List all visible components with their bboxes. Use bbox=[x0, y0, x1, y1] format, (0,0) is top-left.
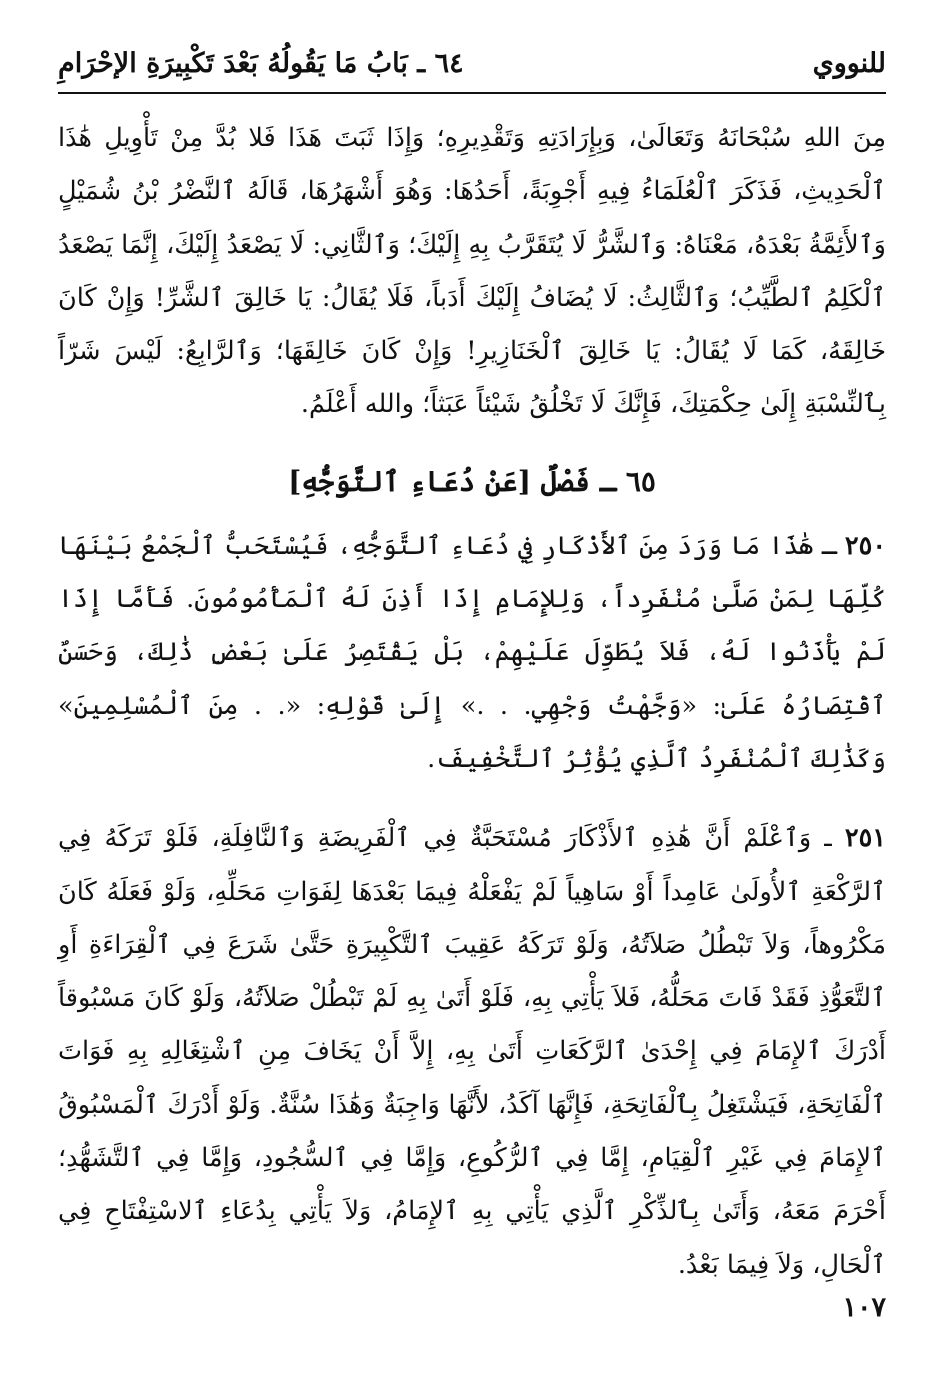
page-body bbox=[58, 112, 886, 1292]
header-author: للنووي bbox=[812, 48, 886, 79]
page-number: ١٠٧ bbox=[842, 1292, 886, 1323]
header-chapter-title: ٦٤ ـ بَابُ مَا يَقُولُهُ بَعْدَ تَكْبِيرَةِ الإحْرَامِ bbox=[58, 48, 464, 79]
paragraph-gap bbox=[58, 786, 886, 812]
book-page bbox=[58, 40, 886, 1340]
section-title: ٦٥ ـ فَصْلٌ [عَنْ دُعَاءِ ٱلتَّوَجُّهِ] bbox=[288, 464, 656, 498]
paragraph-number: ٢٥١ bbox=[844, 823, 886, 854]
paragraph-251 bbox=[58, 812, 886, 1292]
running-header bbox=[58, 40, 886, 88]
paragraph-text: ـ وَٱعْلَمْ أَنَّ هَٰذِهِ ٱلأَذْكَارَ مُسْتَحَبَّةٌ فِي ٱلْفَرِيضَةِ وَٱلنَّافِلَةِ، فَلَوْ تَرَكَهُ فِي ٱلرَّكْعَةِ ٱلأُولَىٰ عَامِداً أَوْ سَاهِياً لَمْ يَفْعَلْهُ فِيمَا بَعْدَهَا لِفَوَاتِ مَحَلِّهِ، وَلَوْ فَعَلَهُ كَانَ مَكْرُوهاً، وَلاَ تَبْطُلُ صَلاَتُهُ، وَلَوْ تَرَكَهُ عَقِيبَ ٱلتَّكْبِيرَةِ حَتَّىٰ شَرَعَ فِي ٱلْقِرَاءَةِ أَوِ ٱلتَّعَوُّذِ فَقَدْ فَاتَ مَحَلُّهُ، فَلاَ يَأْتِي بِهِ، فَلَوْ أَتَىٰ بِهِ لَمْ تَبْطُلْ صَلاَتُهُ، وَلَوْ كَانَ مَسْبُوقاً أَدْرَكَ ٱلإِمَامَ فِي إِحْدَىٰ ٱلرَّكَعَاتِ أَتَىٰ بِهِ، إِلاَّ أَنْ يَخَافَ مِنِ ٱشْتِغَالِهِ بِهِ فَوَاتَ ٱلْفَاتِحَةِ، فَيَشْتَغِلُ بِٱلْفَاتِحَةِ، فَإِنَّهَا آكَدُ، لأَنَّهَا وَاجِبَةٌ وَهَٰذَا سُنَّةٌ. وَلَوْ أَدْرَكَ ٱلْمَسْبُوقُ ٱلإِمَامَ فِي غَيْرِ ٱلْقِيَامِ، إِمَّا فِي ٱلرُّكُوعِ، وَإِمَّا فِي ٱلسُّجُودِ، وَإِمَّا فِي ٱلتَّشَهُّدِ؛ أَحْرَمَ مَعَهُ، وَأَتَىٰ بِٱلذِّكْرِ ٱلَّذِي يَأْتِي بِهِ ٱلإِمَامُ، وَلاَ يَأْتِي بِدُعَاءِ ٱلاسْتِفْتَاحِ فِي ٱلْحَالِ، وَلاَ فِيمَا بَعْدُ. bbox=[58, 823, 886, 1280]
header-divider bbox=[58, 92, 886, 94]
intro-paragraph: مِنَ اللهِ سُبْحَانَهُ وَتَعَالَىٰ، وَبِإِرَادَتِهِ وَتَقْدِيرِهِ؛ وَإِذَا ثَبَتَ هَذَا فَلا بُدَّ مِنْ تَأْوِيلِ هَٰذَا ٱلْحَدِيثِ، فَذَكَرَ ٱلْعُلَمَاءُ فِيهِ أَجْوِبَةً، أَحَدُهَا: وَهُوَ أَشْهَرُهَا، قَالَهُ ٱلنَّضْرُ بْنُ شُمَيْلٍ وَٱلأَئِمَّةُ بَعْدَهُ، مَعْنَاهُ: وَٱلشَّرُّ لَا يُتَقَرَّبُ بِهِ إِلَيْكَ؛ وَٱلثَّانِي: لَا يَصْعَدُ إِلَيْكَ، إِنَّمَا يَصْعَدُ ٱلْكَلِمُ ٱلطَّيِّبُ؛ وَٱلثَّالِثُ: لَا يُضَافُ إِلَيْكَ أَدَباً، فَلَا يُقَالُ: يَا خَالِقَ ٱلشَّرِّ! وَإِنْ كَانَ خَالِقَهُ، كَمَا لَا يُقَالُ: يَا خَالِقَ ٱلْخَنَازِيرِ! وَإِنْ كَانَ خَالِقَهَا؛ وَٱلرَّابِعُ: لَيْسَ شَرّاً بِٱلنِّسْبَةِ إِلَىٰ حِكْمَتِكَ، فَإِنَّكَ لَا تَخْلُقُ شَيْئاً عَبَثاً؛ والله أَعْلَمُ. bbox=[58, 123, 886, 420]
paragraph-number: ٢٥٠ bbox=[844, 530, 887, 561]
paragraph-text: ـ هَٰذَا مَا وَرَدَ مِنَ ٱلأَذْكَارِ فِي دُعَاءِ ٱلتَّوَجُّهِ، فَيُسْتَحَبُّ ٱلْجَمْعُ بَيْنَهَا كُلِّهَا لِمَنْ صَلَّىٰ مُنْفَرِداً، وَلِلإِمَامِ إِذَا أَذِنَ لَهُ ٱلْمَأْمُومُونَ. فَأَمَّا إِذَا لَمْ يَأْذَنُوا لَهُ، فَلاَ يُطَوِّلَ عَلَيْهِمْ، بَلْ يَقْتَصِرُ عَلَىٰ بَعْضِ ذَٰلِكَ، وَحَسَنٌ ٱقْتِصَارُهُ عَلَىٰ: «وَجَّهْتُ وَجْهِي. . .» إِلَىٰ قَوْلِهِ: «. . مِنَ ٱلْمُسْلِمِينَ» وَكَذَٰلِكَ ٱلْمُنْفَرِدُ ٱلَّذِي يُؤْثِرُ ٱلتَّخْفِيفَ. bbox=[58, 530, 886, 774]
paragraph-250 bbox=[58, 520, 886, 786]
